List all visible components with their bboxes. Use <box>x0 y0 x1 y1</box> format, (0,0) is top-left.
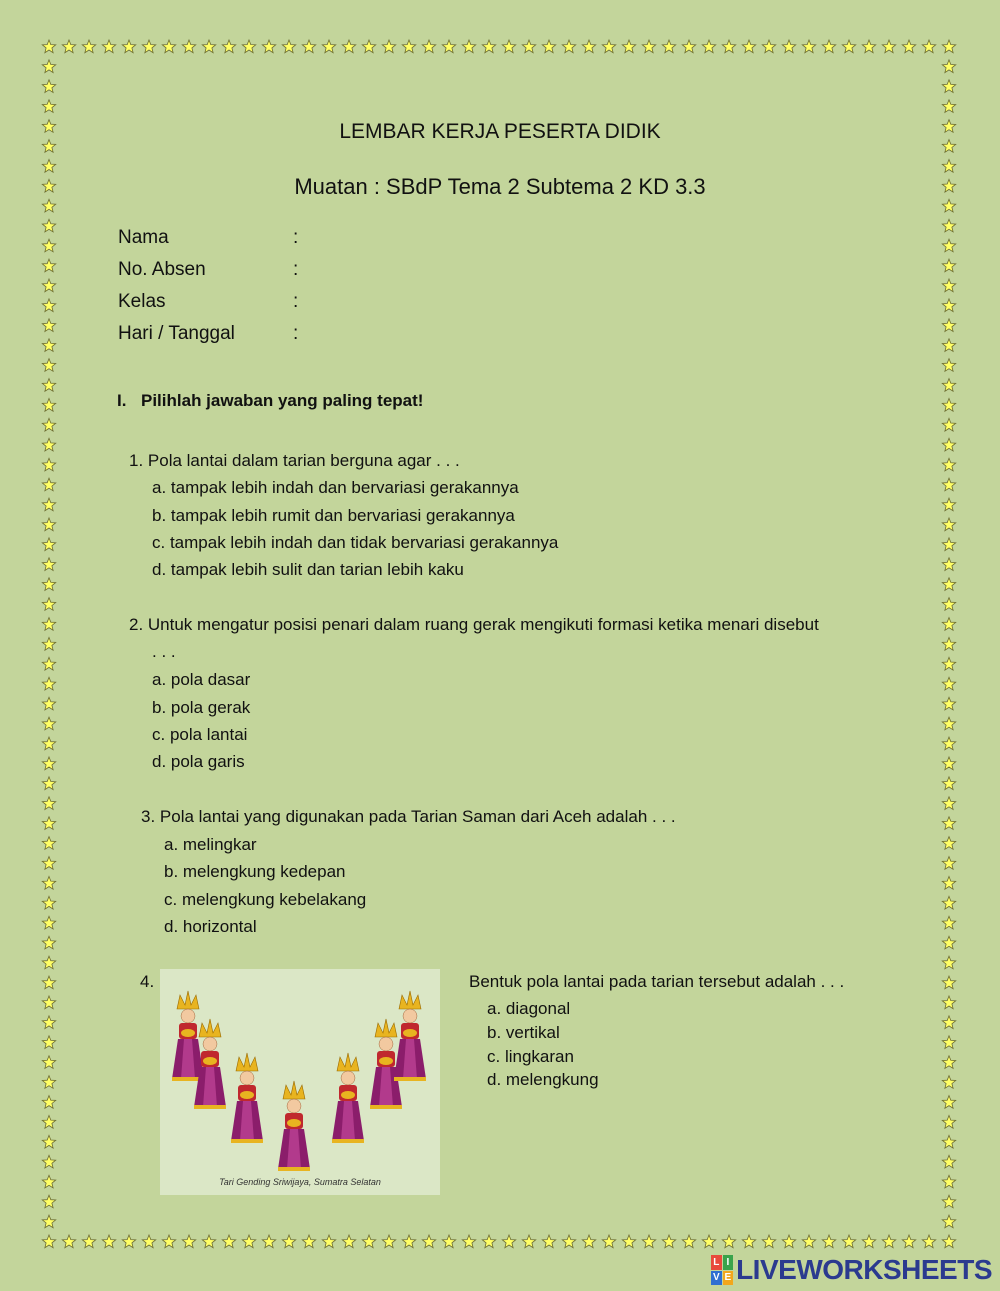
star-icon <box>682 1235 695 1248</box>
star-icon <box>42 638 55 651</box>
star-icon <box>42 1036 55 1049</box>
logo-letter-v: V <box>712 1272 720 1284</box>
star-icon <box>942 199 955 212</box>
star-icon <box>42 936 55 949</box>
star-icon <box>862 1235 875 1248</box>
absen-label: No. Absen <box>118 259 206 280</box>
question-3-option-d[interactable]: d. horizontal <box>164 917 257 936</box>
star-icon <box>42 199 55 212</box>
star-icon <box>942 1215 955 1228</box>
star-icon <box>82 1235 95 1248</box>
star-icon <box>222 40 235 53</box>
star-icon <box>42 60 55 73</box>
star-icon <box>42 418 55 431</box>
star-icon <box>942 259 955 272</box>
question-3-option-b[interactable]: b. melengkung kedepan <box>164 862 346 881</box>
question-1-option-c[interactable]: c. tampak lebih indah dan tidak bervariasi gerakannya <box>152 533 559 552</box>
star-icon <box>42 618 55 631</box>
tanggal-label: Hari / Tanggal <box>118 323 235 344</box>
question-4-text: Bentuk pola lantai pada tarian tersebut adalah . . . <box>469 972 845 991</box>
star-icon <box>882 1235 895 1248</box>
star-icon <box>942 1235 955 1248</box>
star-icon <box>42 379 55 392</box>
star-icon <box>502 1235 515 1248</box>
star-icon <box>442 40 455 53</box>
star-icon <box>42 100 55 113</box>
star-icon <box>422 1235 435 1248</box>
star-icon <box>222 1235 235 1248</box>
star-icon <box>722 1235 735 1248</box>
star-icon <box>942 797 955 810</box>
star-icon <box>142 40 155 53</box>
star-icon <box>162 40 175 53</box>
star-icon <box>942 896 955 909</box>
star-icon <box>42 817 55 830</box>
dancers-image <box>160 969 440 1195</box>
star-icon <box>942 40 955 53</box>
star-icon <box>42 1056 55 1069</box>
star-icon <box>942 857 955 870</box>
star-icon <box>322 1235 335 1248</box>
star-icon <box>942 1195 955 1208</box>
star-icon <box>42 558 55 571</box>
star-icon <box>302 40 315 53</box>
star-icon <box>942 319 955 332</box>
star-icon <box>842 1235 855 1248</box>
star-icon <box>42 1215 55 1228</box>
tanggal-colon: : <box>293 323 299 344</box>
star-icon <box>42 438 55 451</box>
star-icon <box>42 1116 55 1129</box>
star-icon <box>42 916 55 929</box>
star-icon <box>42 578 55 591</box>
logo-icon <box>711 1255 733 1285</box>
kelas-label: Kelas <box>118 291 166 312</box>
star-icon <box>702 40 715 53</box>
star-icon <box>42 399 55 412</box>
star-icon <box>142 1235 155 1248</box>
star-icon <box>42 857 55 870</box>
star-icon <box>42 259 55 272</box>
question-3-option-a[interactable]: a. melingkar <box>164 835 257 854</box>
star-icon <box>942 956 955 969</box>
star-icon <box>42 697 55 710</box>
star-icon <box>42 837 55 850</box>
star-icon <box>942 1155 955 1168</box>
name-label: Nama <box>118 227 169 248</box>
star-icon <box>762 1235 775 1248</box>
star-icon <box>42 498 55 511</box>
star-icon <box>942 399 955 412</box>
star-icon <box>42 1155 55 1168</box>
star-icon <box>342 40 355 53</box>
star-icon <box>382 40 395 53</box>
dancer-figure <box>332 1053 364 1143</box>
question-3-text: 3. Pola lantai yang digunakan pada Tarian Saman dari Aceh adalah . . . <box>141 807 676 826</box>
star-icon <box>42 40 55 53</box>
star-icon <box>42 319 55 332</box>
star-icon <box>942 737 955 750</box>
star-icon <box>882 40 895 53</box>
question-2-option-d[interactable]: d. pola garis <box>152 752 245 771</box>
star-icon <box>822 1235 835 1248</box>
star-icon <box>642 40 655 53</box>
star-icon <box>862 40 875 53</box>
star-icon <box>42 478 55 491</box>
star-icon <box>942 618 955 631</box>
kelas-colon: : <box>293 291 299 312</box>
star-icon <box>702 1235 715 1248</box>
star-icon <box>942 458 955 471</box>
star-icon <box>462 40 475 53</box>
star-icon <box>942 837 955 850</box>
liveworksheets-logo[interactable] <box>711 1252 992 1288</box>
star-icon <box>182 1235 195 1248</box>
question-3-option-c[interactable]: c. melengkung kebelakang <box>164 890 367 909</box>
star-icon <box>42 359 55 372</box>
section-number: I. <box>117 391 127 410</box>
star-icon <box>942 1076 955 1089</box>
star-icon <box>942 359 955 372</box>
star-icon <box>242 1235 255 1248</box>
star-icon <box>42 1096 55 1109</box>
worksheet-subtitle: Muatan : SBdP Tema 2 Subtema 2 KD 3.3 <box>294 174 706 199</box>
star-icon <box>942 239 955 252</box>
section-instruction: Pilihlah jawaban yang paling tepat! <box>141 391 424 410</box>
star-icon <box>602 40 615 53</box>
question-4-option-c[interactable]: c. lingkaran <box>487 1047 574 1066</box>
star-icon <box>42 518 55 531</box>
star-icon <box>942 996 955 1009</box>
dancer-figure <box>394 991 426 1081</box>
star-icon <box>282 1235 295 1248</box>
star-icon <box>942 418 955 431</box>
star-icon <box>602 1235 615 1248</box>
star-icon <box>502 40 515 53</box>
logo-letter-e: E <box>724 1272 732 1284</box>
star-icon <box>822 40 835 53</box>
logo-letter-l: L <box>711 1255 722 1270</box>
question-4-option-b[interactable]: b. vertikal <box>487 1023 560 1042</box>
star-icon <box>642 1235 655 1248</box>
star-icon <box>942 438 955 451</box>
star-icon <box>922 1235 935 1248</box>
star-icon <box>42 239 55 252</box>
star-icon <box>102 40 115 53</box>
star-icon <box>942 598 955 611</box>
star-icon <box>42 1016 55 1029</box>
star-icon <box>942 697 955 710</box>
star-icon <box>942 80 955 93</box>
star-icon <box>942 1175 955 1188</box>
star-icon <box>42 1076 55 1089</box>
question-1-option-b[interactable]: b. tampak lebih rumit dan bervariasi gerakannya <box>152 506 515 525</box>
star-icon <box>942 558 955 571</box>
star-icon <box>182 40 195 53</box>
star-icon <box>942 1116 955 1129</box>
star-icon <box>262 40 275 53</box>
question-1-option-d[interactable]: d. tampak lebih sulit dan tarian lebih kaku <box>152 560 464 579</box>
star-icon <box>42 1175 55 1188</box>
dancer-figure <box>231 1053 263 1143</box>
star-icon <box>662 1235 675 1248</box>
star-icon <box>942 1036 955 1049</box>
star-icon <box>942 976 955 989</box>
star-icon <box>42 80 55 93</box>
star-icon <box>322 40 335 53</box>
worksheet-title: LEMBAR KERJA PESERTA DIDIK <box>339 120 661 143</box>
star-icon <box>422 40 435 53</box>
star-icon <box>742 40 755 53</box>
star-icon <box>662 40 675 53</box>
star-icon <box>782 40 795 53</box>
star-icon <box>942 1056 955 1069</box>
logo-text: LIVEWORKSHEETS <box>736 1254 992 1285</box>
star-icon <box>362 1235 375 1248</box>
star-icon <box>902 1235 915 1248</box>
star-icon <box>62 1235 75 1248</box>
star-icon <box>42 458 55 471</box>
star-icon <box>362 40 375 53</box>
star-icon <box>42 1235 55 1248</box>
star-icon <box>942 219 955 232</box>
star-icon <box>522 1235 535 1248</box>
star-icon <box>542 40 555 53</box>
star-icon <box>942 1016 955 1029</box>
star-icon <box>442 1235 455 1248</box>
star-icon <box>582 1235 595 1248</box>
star-icon <box>482 1235 495 1248</box>
star-icon <box>942 498 955 511</box>
star-icon <box>942 299 955 312</box>
star-icon <box>622 40 635 53</box>
question-1-text: 1. Pola lantai dalam tarian berguna agar . . . <box>129 451 460 470</box>
star-icon <box>942 379 955 392</box>
star-icon <box>42 598 55 611</box>
star-icon <box>242 40 255 53</box>
star-icon <box>802 1235 815 1248</box>
star-icon <box>202 40 215 53</box>
question-2-text-continued: . . . <box>152 642 176 661</box>
star-icon <box>562 40 575 53</box>
star-icon <box>482 40 495 53</box>
star-icon <box>42 777 55 790</box>
star-icon <box>942 100 955 113</box>
star-icon <box>282 40 295 53</box>
star-icon <box>42 1195 55 1208</box>
star-icon <box>942 1135 955 1148</box>
star-icon <box>42 657 55 670</box>
star-icon <box>942 777 955 790</box>
question-2-option-a[interactable]: a. pola dasar <box>152 670 251 689</box>
star-icon <box>522 40 535 53</box>
star-icon <box>842 40 855 53</box>
star-icon <box>122 1235 135 1248</box>
question-4-option-a[interactable]: a. diagonal <box>487 999 571 1018</box>
star-icon <box>622 1235 635 1248</box>
star-icon <box>582 40 595 53</box>
star-icon <box>942 478 955 491</box>
star-icon <box>42 976 55 989</box>
question-1-option-a[interactable]: a. tampak lebih indah dan bervariasi gerakannya <box>152 478 519 497</box>
star-icon <box>942 538 955 551</box>
star-icon <box>922 40 935 53</box>
star-icon <box>942 60 955 73</box>
star-icon <box>262 1235 275 1248</box>
star-icon <box>402 40 415 53</box>
star-icon <box>942 717 955 730</box>
star-icon <box>942 279 955 292</box>
star-icon <box>462 1235 475 1248</box>
star-icon <box>42 737 55 750</box>
star-icon <box>42 538 55 551</box>
logo-letter-i: I <box>723 1255 734 1270</box>
star-icon <box>122 40 135 53</box>
absen-colon: : <box>293 259 299 280</box>
star-icon <box>542 1235 555 1248</box>
star-icon <box>162 1235 175 1248</box>
star-icon <box>942 339 955 352</box>
question-4-number: 4. <box>140 972 155 991</box>
star-icon <box>42 717 55 730</box>
star-icon <box>42 677 55 690</box>
star-icon <box>942 578 955 591</box>
question-2-option-b[interactable]: b. pola gerak <box>152 698 251 717</box>
star-icon <box>742 1235 755 1248</box>
star-icon <box>942 936 955 949</box>
star-icon <box>62 40 75 53</box>
star-icon <box>902 40 915 53</box>
star-icon <box>382 1235 395 1248</box>
star-icon <box>302 1235 315 1248</box>
star-icon <box>342 1235 355 1248</box>
question-2-text: 2. Untuk mengatur posisi penari dalam ruang gerak mengikuti formasi ketika menari disebut <box>129 615 819 634</box>
star-icon <box>42 299 55 312</box>
star-icon <box>42 996 55 1009</box>
star-icon <box>942 1096 955 1109</box>
star-icon <box>942 518 955 531</box>
star-icon <box>42 1135 55 1148</box>
image-caption: Tari Gending Sriwijaya, Sumatra Selatan <box>219 1177 381 1187</box>
star-icon <box>682 40 695 53</box>
star-icon <box>42 219 55 232</box>
star-icon <box>42 757 55 770</box>
question-2-option-c[interactable]: c. pola lantai <box>152 725 248 744</box>
dance-illustration <box>160 969 440 1195</box>
star-icon <box>942 916 955 929</box>
star-icon <box>762 40 775 53</box>
star-icon <box>942 817 955 830</box>
star-icon <box>42 160 55 173</box>
star-icon <box>562 1235 575 1248</box>
star-icon <box>942 677 955 690</box>
star-icon <box>942 657 955 670</box>
star-icon <box>402 1235 415 1248</box>
star-icon <box>782 1235 795 1248</box>
star-icon <box>942 757 955 770</box>
star-icon <box>42 896 55 909</box>
star-icon <box>42 877 55 890</box>
name-colon: : <box>293 227 299 248</box>
star-icon <box>202 1235 215 1248</box>
star-icon <box>42 956 55 969</box>
star-icon <box>802 40 815 53</box>
star-icon <box>942 877 955 890</box>
star-icon <box>42 797 55 810</box>
star-icon <box>82 40 95 53</box>
star-icon <box>722 40 735 53</box>
star-icon <box>102 1235 115 1248</box>
dancer-figure <box>278 1081 310 1171</box>
star-icon <box>42 279 55 292</box>
star-icon <box>42 339 55 352</box>
question-4-option-d[interactable]: d. melengkung <box>487 1070 599 1089</box>
star-icon <box>942 160 955 173</box>
star-icon <box>942 638 955 651</box>
